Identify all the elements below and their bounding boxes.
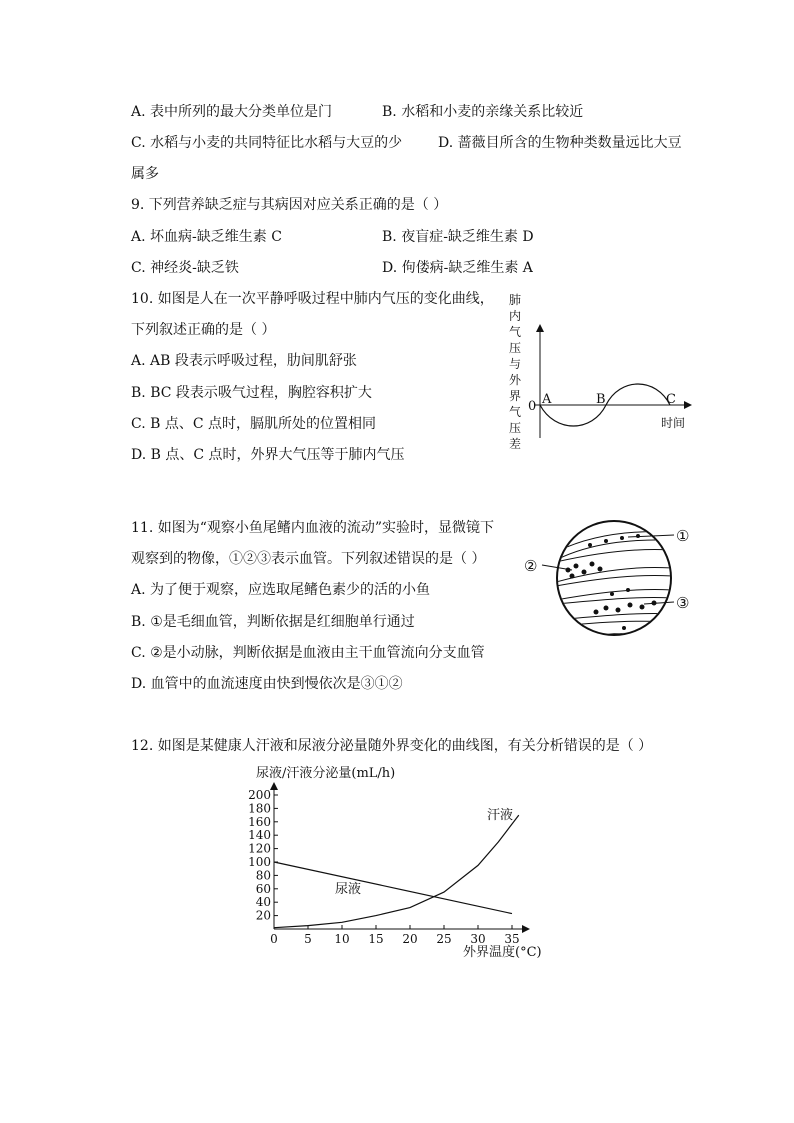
y-tick-label: 180 — [248, 801, 271, 816]
q8-option-c: C. 水稻与小麦的共同特征比水稻与大豆的少 — [131, 135, 403, 151]
x-tick-label: 0 — [270, 932, 278, 946]
y-tick-label: 120 — [248, 841, 271, 856]
q9-option-d: D. 佝偻病-缺乏维生素 A — [382, 260, 533, 276]
q10-option-c: C. B 点、C 点时，膈肌所处的位置相同 — [131, 416, 377, 432]
y-tick-label: 20 — [255, 908, 271, 923]
sweat-series-label: 汗液 — [487, 808, 514, 823]
x-axis-arrow — [522, 925, 530, 933]
y-tick-label: 200 — [248, 788, 271, 802]
q10-figure-y-label: 肺内气压与外界气压差 — [508, 293, 521, 451]
q9-stem: 9. 下列营养缺乏症与其病因对应关系正确的是（ ） — [131, 197, 448, 213]
q10-option-a: A. AB 段表示呼吸过程，肋间肌舒张 — [131, 353, 357, 369]
urine-series-label: 尿液 — [335, 882, 362, 897]
q8-option-a: A. 表中所列的最大分类单位是门 — [131, 104, 333, 120]
x-axis-label: 外界温度(°C) — [463, 945, 542, 960]
q11-label-3: ③ — [676, 594, 690, 612]
q11-stem-line2: 观察到的物像，①②③表示血管。下列叙述错误的是（ ） — [131, 551, 486, 567]
q10-option-b: B. BC 段表示吸气过程，胸腔容积扩大 — [131, 385, 372, 401]
q9-option-c: C. 神经炎-缺乏铁 — [131, 260, 239, 276]
y-tick-label: 160 — [248, 814, 271, 829]
q11-option-b: B. ①是毛细血管，判断依据是红细胞单行通过 — [131, 614, 415, 630]
q8-option-b: B. 水稻和小麦的亲缘关系比较近 — [382, 104, 584, 120]
y-tick-label: 60 — [255, 881, 271, 896]
y-axis-arrow — [270, 782, 278, 790]
x-tick-label: 35 — [504, 932, 520, 946]
y-axis-label: 尿液/汗液分泌量(mL/h) — [256, 766, 396, 781]
q10-origin-label: 0 — [528, 399, 537, 414]
x-tick-label: 10 — [334, 932, 350, 946]
x-tick-label: 20 — [402, 932, 418, 946]
y-tick-label: 40 — [255, 895, 271, 910]
x-tick-label: 30 — [470, 932, 486, 946]
q11-label-2: ② — [524, 557, 538, 575]
x-tick-label: 15 — [368, 932, 384, 946]
q12-stem: 12. 如图是某健康人汗液和尿液分泌量随外界变化的曲线图，有关分析错误的是（ ） — [131, 738, 653, 754]
q9-option-a: A. 坏血病-缺乏维生素 C — [131, 229, 282, 245]
x-tick-label: 5 — [304, 932, 312, 946]
q10-stem-line2: 下列叙述正确的是（ ） — [131, 322, 276, 338]
q10-stem-line1: 10. 如图是人在一次平静呼吸过程中肺内气压的变化曲线， — [131, 291, 494, 307]
q10-point-b-label: B — [596, 392, 606, 407]
q9-option-b: B. 夜盲症-缺乏维生素 D — [382, 229, 534, 245]
y-tick-label: 140 — [248, 828, 271, 843]
y-tick-label: 80 — [255, 868, 271, 883]
q10-x-label: 时间 — [661, 416, 686, 430]
urine-series-line — [274, 862, 512, 914]
q10-point-c-label: C — [666, 392, 676, 407]
q10-option-d: D. B 点、C 点时，外界大气压等于肺内气压 — [131, 447, 405, 463]
q11-option-d: D. 血管中的血流速度由快到慢依次是③①② — [131, 676, 403, 692]
q10-point-a-label: A — [542, 392, 552, 407]
sweat-series-line — [274, 815, 519, 928]
y-tick-label: 100 — [248, 855, 271, 869]
q11-stem-line1: 11. 如图为“观察小鱼尾鳍内血液的流动”实验时，显微镜下 — [131, 520, 495, 536]
q8-option-d-continued: 属多 — [131, 166, 159, 182]
q8-option-d: D. 蔷薇目所含的生物种类数量远比大豆 — [438, 135, 682, 151]
q11-label-1: ① — [676, 527, 690, 545]
q11-option-a: A. 为了便于观察，应选取尾鳍色素少的活的小鱼 — [131, 582, 431, 598]
x-tick-label: 25 — [436, 932, 452, 946]
q11-option-c: C. ②是小动脉，判断依据是血液由主干血管流向分支血管 — [131, 645, 485, 661]
